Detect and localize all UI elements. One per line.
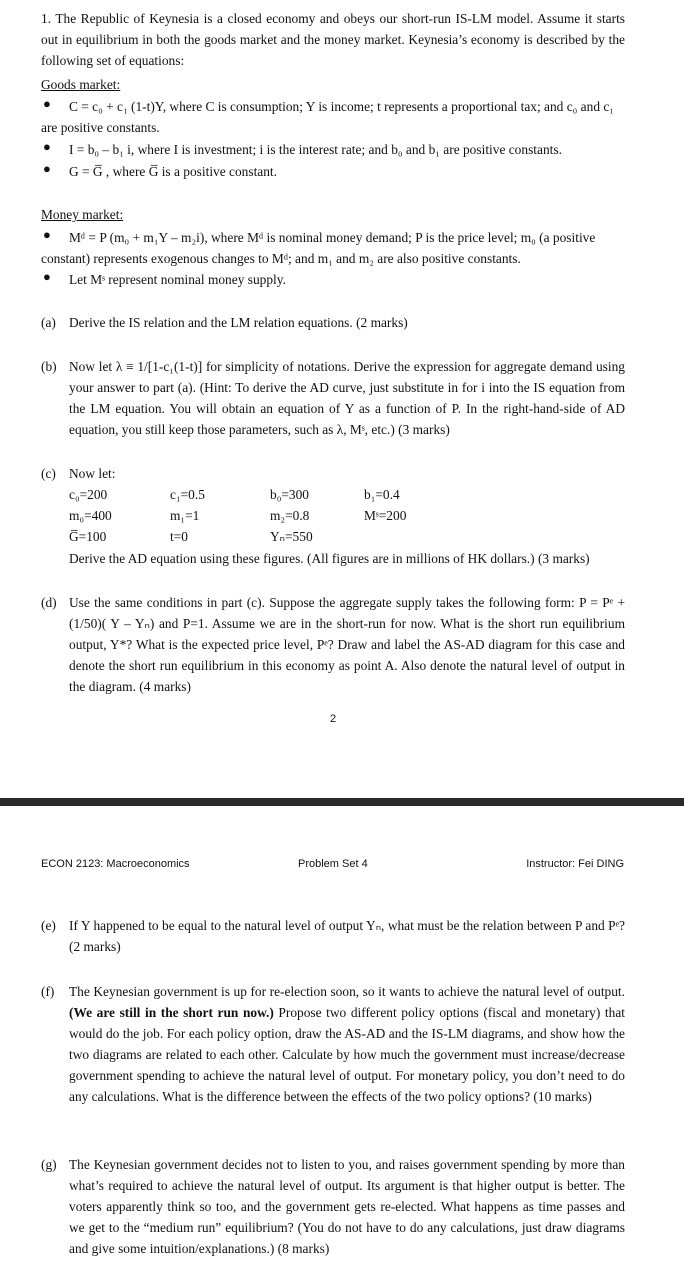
param-b0: b₀=300: [270, 487, 310, 502]
param-m1: m₁=1: [170, 508, 200, 523]
question-e-label: (e): [41, 918, 56, 933]
param-b1: b₁=0.4: [364, 487, 400, 502]
param-g: G̅=100: [69, 529, 107, 544]
param-m0: m₀=400: [69, 508, 112, 523]
question-e-text: If Y happened to be equal to the natural level of output Yₙ, what must be the relation between P and Pᵉ? (2 marks): [69, 918, 625, 954]
question-b-label: (b): [41, 359, 57, 374]
question-c-label: (c): [41, 466, 56, 481]
goods-bullet-consumption: C = c₀ + c₁ (1-t)Y, where C is consumption; Y is income; t represents a proportional tax; and c₀ and c₁ are positive constants.: [41, 99, 614, 135]
question-g-text: The Keynesian government decides not to listen to you, and raises government spending by more than what’s required to achieve the natural level of output. Its argument is that higher output is better. The voters apparently think so too, and the government gets re-elected. What happens as time passes and we get to the “medium run” equilibrium? (You do not have to do any calculations, just draw diagrams and give some intuition/explanations.) (8 marks): [69, 1157, 625, 1256]
param-yn: Yₙ=550: [270, 529, 313, 544]
money-market-heading: Money market:: [41, 207, 124, 222]
param-c1: c₁=0.5: [170, 487, 205, 502]
param-c0: c₀=200: [69, 487, 108, 502]
goods-market-heading: Goods market:: [41, 77, 121, 92]
money-bullet-demand: Mᵈ = P (m₀ + m₁Y – m₂i), where Mᵈ is nominal money demand; P is the price level; m₀ (a positive constant) represents exogenous changes to Mᵈ; and m₁ and m₂ are also positive constants.: [41, 230, 596, 266]
question-c-text: Derive the AD equation using these figures. (All figures are in millions of HK dollars.) (3 marks): [69, 551, 590, 566]
question-a-text: Derive the IS relation and the LM relation equations. (2 marks): [69, 315, 408, 330]
param-ms: Mˢ=200: [364, 508, 407, 523]
question-d-label: (d): [41, 595, 57, 610]
question-f-text: [69, 981, 625, 1107]
question-a-label: (a): [41, 315, 56, 330]
question-f-text-after: Propose two different policy options (fiscal and monetary) that would do the job. For each policy option, draw the AS-AD and the IS-LM diagrams, and show how the two diagrams are related to each other. Calculate by how much the government must increase/decrease government spending to achieve the natural level of output. For monetary policy, you don’t need to do any calculations. What is the difference between the effects of the two policy options? (10 marks): [69, 1005, 625, 1104]
param-m2: m₂=0.8: [270, 508, 310, 523]
bullet-icon: ●: [43, 139, 51, 154]
header-problem-set: Problem Set 4: [298, 858, 368, 870]
page-divider: [0, 798, 684, 806]
bullet-icon: ●: [43, 227, 51, 242]
question-c-intro: Now let:: [69, 466, 116, 481]
question-f-text-before: The Keynesian government is up for re-election soon, so it wants to achieve the natural level of output.: [69, 984, 625, 999]
question-f-emphasis: (We are still in the short run now.): [69, 1005, 274, 1020]
bullet-icon: ●: [43, 269, 51, 284]
question-f-label: (f): [41, 984, 55, 999]
header-instructor: Instructor: Fei DING: [526, 858, 624, 870]
bullet-icon: ●: [43, 161, 51, 176]
bullet-icon: ●: [43, 96, 51, 111]
intro-paragraph: 1. The Republic of Keynesia is a closed economy and obeys our short-run IS-LM model. Assume it starts out in equilibrium in both the goods market and the money market. Keynesia’s economy is described by the following set of equations:: [41, 11, 625, 68]
header-course: ECON 2123: Macroeconomics: [41, 858, 190, 870]
question-b-text: Now let λ ≡ 1/[1-c₁(1-t)] for simplicity of notations. Derive the expression for aggregate demand using your answer to part (a). (Hint: To derive the AD curve, just substitute in for i into the IS equation from the LM equation. You will obtain an equation of Y as a function of P. In the right-hand-side of AD equation, you still keep those parameters, such as λ, Mˢ, etc.) (3 marks): [69, 359, 625, 437]
param-t: t=0: [170, 529, 188, 544]
money-bullet-supply: Let Mˢ represent nominal money supply.: [69, 272, 286, 287]
question-d-text: Use the same conditions in part (c). Suppose the aggregate supply takes the following form: P = Pᵉ + (1/50)( Y – Yₙ) and P=1. Assume we are in the short-run for now. What is the short run equilibrium output, Y*? What is the expected price level, Pᵉ? Draw and label the AS-AD diagram for this case and denote the short run equilibrium in this economy as point A. Also denote the natural level of output in the diagram. (4 marks): [69, 595, 625, 694]
goods-bullet-government: G = G̅ , where G̅ is a positive constant.: [69, 164, 277, 179]
question-g-label: (g): [41, 1157, 57, 1172]
page-number: 2: [330, 713, 337, 725]
goods-bullet-investment: I = b₀ – b₁ i, where I is investment; i is the interest rate; and b₀ and b₁ are positive constants.: [69, 142, 562, 157]
